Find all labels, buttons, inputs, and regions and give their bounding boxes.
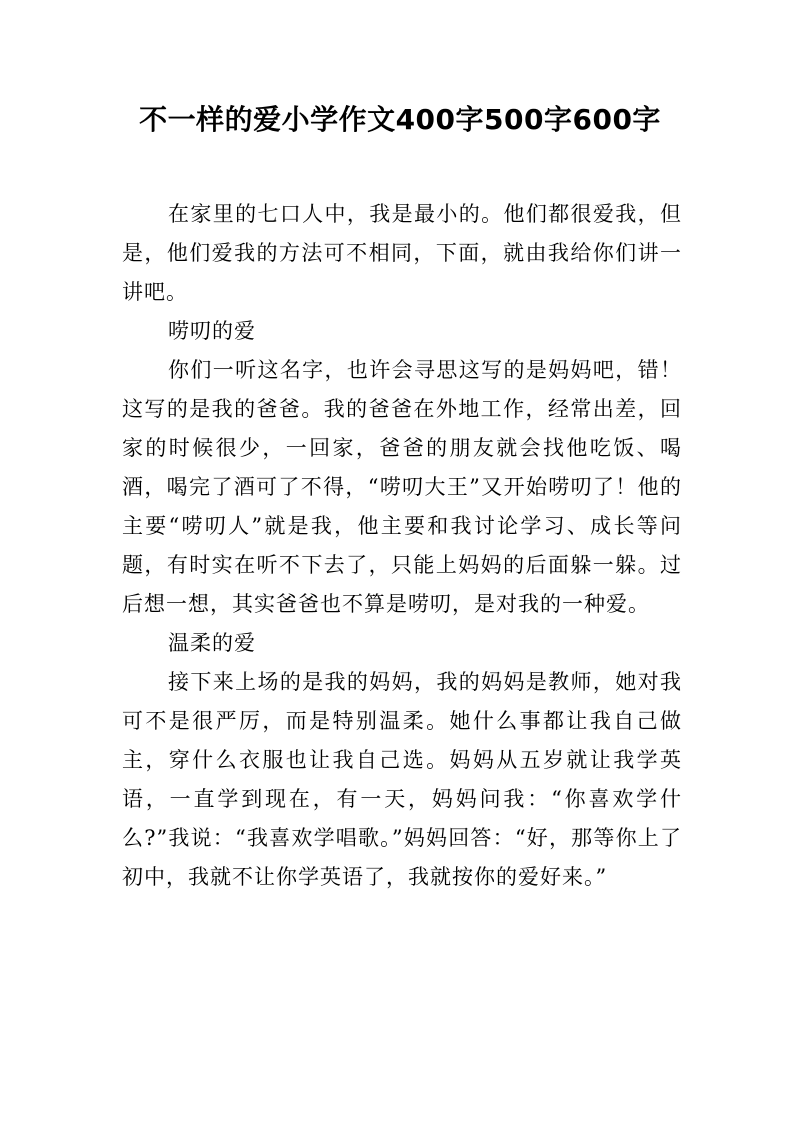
section-heading-nagging-love: 唠叨的爱 <box>168 319 256 343</box>
father-paragraph: 你们一听这名字，也许会寻思这写的是妈妈吧，错！这写的是我的爸爸。我的爸爸在外地工作，经常出差，回家的时候很少，一回家，爸爸的朋友就会找他吃饭、喝酒，喝完了酒可了不得，“唠叨大王”又开始唠叨了！他的主要“唠叨人”就是我，他主要和我讨论学习、成长等问题，有时实在听不下去了，只能上妈妈的后面躲一躲。过后想一想，其实爸爸也不算是唠叨，是对我的一种爱。 <box>122 358 682 616</box>
intro-paragraph: 在家里的七口人中，我是最小的。他们都很爱我，但是，他们爱我的方法可不相同，下面，就由我给你们讲一讲吧。 <box>122 202 682 304</box>
mother-paragraph: 接下来上场的是我的妈妈，我的妈妈是教师，她对我可不是很严厉，而是特别温柔。她什么事都让我自己做主，穿什么衣服也让我自己选。妈妈从五岁就让我学英语，一直学到现在，有一天，妈妈问我：“你喜欢学什么?”我说：“我喜欢学唱歌。”妈妈回答：“好，那等你上了初中，我就不让你学英语了，我就按你的爱好来。” <box>122 670 682 889</box>
section-heading-gentle-love: 温柔的爱 <box>168 631 256 655</box>
document-title: 不一样的爱小学作文400字500字600字 <box>139 103 661 136</box>
document-body <box>122 195 682 897</box>
